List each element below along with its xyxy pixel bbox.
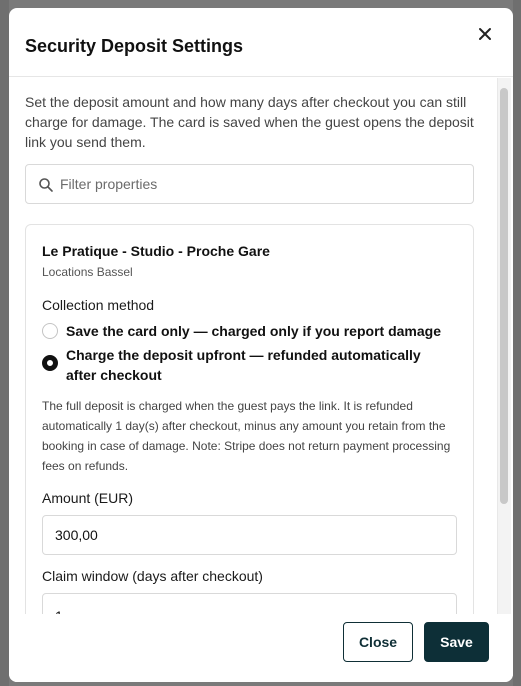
option-save-card[interactable] (42, 321, 452, 341)
page-backdrop (0, 0, 9, 686)
radio-charge-upfront[interactable] (42, 355, 58, 371)
close-button[interactable]: Close (343, 622, 413, 662)
amount-label: Amount (EUR) (42, 490, 134, 506)
amount-input[interactable] (42, 515, 457, 555)
property-owner: Locations Bassel (42, 265, 133, 279)
deposit-help-text: The full deposit is charged when the guest pays the link. It is refunded automatically 1 day(s) after checkout, minus any amount you retain from the booking in case of damage. Note: Stripe does not return payment processing fees on refunds. (42, 399, 451, 473)
save-button[interactable]: Save (424, 622, 489, 662)
dialog-body (9, 78, 513, 614)
dialog-footer (9, 614, 513, 682)
property-name: Le Pratique - Studio - Proche Gare (42, 243, 270, 259)
dialog-title: Security Deposit Settings (25, 36, 244, 56)
intro-text: Set the deposit amount and how many days after checkout you can still charge for damage. The card is saved when the guest opens the deposit link you send them. (25, 94, 474, 150)
scrollbar-thumb[interactable] (500, 88, 508, 504)
property-card (25, 224, 474, 614)
claim-window-input[interactable] (42, 593, 457, 614)
option-charge-upfront-label: Charge the deposit upfront — refunded automatically after checkout (66, 347, 421, 383)
collection-method-label: Collection method (42, 297, 155, 313)
option-save-card-label: Save the card only — charged only if you report damage (66, 323, 441, 339)
option-charge-upfront[interactable] (42, 345, 452, 385)
radio-save-card[interactable] (42, 323, 58, 339)
filter-properties-input[interactable] (60, 165, 465, 203)
dialog-header (9, 8, 513, 77)
search-icon (38, 177, 54, 193)
claim-window-label: Claim window (days after checkout) (42, 568, 263, 584)
security-deposit-dialog (9, 8, 513, 682)
page-backdrop-right (513, 0, 521, 686)
close-icon[interactable] (476, 25, 494, 43)
filter-properties-field[interactable] (25, 164, 474, 204)
